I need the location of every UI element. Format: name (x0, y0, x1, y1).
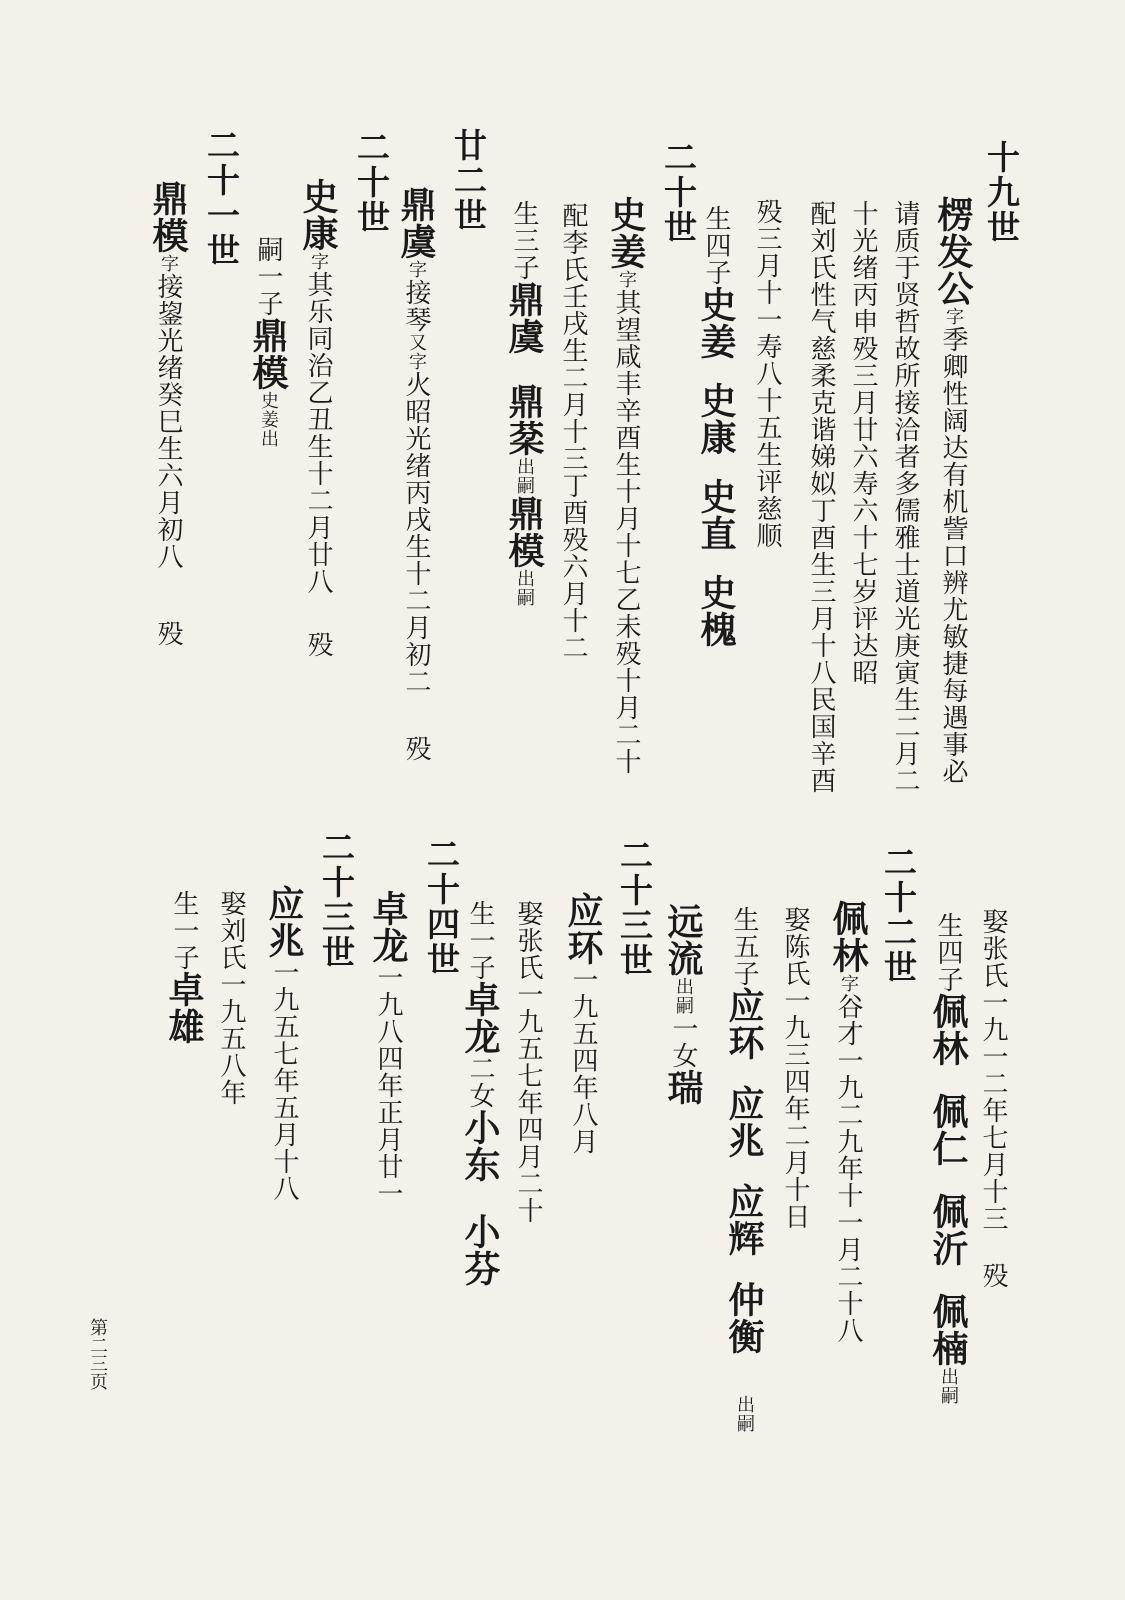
person-entry (605, 196, 647, 775)
entry-text: 其望咸丰辛酉生十月十七乙未殁十月二十 (611, 289, 641, 775)
generation-heading: 二十四世 (422, 837, 461, 977)
entry-text: 一女 (668, 1015, 698, 1069)
children-label: 生一子 (169, 890, 199, 971)
children-line (459, 900, 501, 1287)
spouse-line: 娶陈氏一九三四年二月十日 (780, 906, 810, 1230)
entry-text: 殁 (303, 631, 333, 658)
child-name: 远流 (662, 903, 704, 977)
annotation: 又字 (406, 333, 427, 371)
child-name: 小东 (459, 1109, 501, 1183)
child-name: 史直 (695, 478, 737, 552)
generation-heading: 二十一世 (202, 128, 241, 268)
annotation: 史姜出 (258, 391, 279, 448)
children-line (723, 906, 765, 1433)
child-name: 佩林 (927, 993, 969, 1067)
annotation: 字 (158, 254, 179, 273)
page-number: 第二三页 (87, 1318, 108, 1390)
entry-text: 殁 (978, 1262, 1008, 1289)
child-name: 卓雄 (163, 971, 205, 1045)
child-name: 小芬 (459, 1213, 501, 1287)
entry-text: 火昭光绪丙戌生十二月初二 (401, 371, 431, 695)
heir-line (247, 236, 289, 448)
entry-text: 接琴 (401, 279, 431, 333)
person-entry (263, 885, 305, 1202)
children-label: 生四子 (933, 912, 963, 993)
entry-text: 二女 (465, 1055, 495, 1109)
entry-text: 娶张氏一九一二年七月十三 (978, 908, 1008, 1232)
entry-text-line: 请质于贤哲故所接洽者多儒雅士道光庚寅生二月二 (890, 200, 920, 794)
entry-text-line: 配李氏壬戌生二月十三丁酉殁六月十二 (558, 202, 588, 661)
entry-text: 其乐同治乙丑生十二月廿八 (303, 271, 333, 595)
child-name: 卓龙 (459, 981, 501, 1055)
entry-text: 殁 (153, 620, 183, 647)
children-label: 生五子 (729, 906, 759, 987)
children-line (662, 903, 704, 1106)
children-line (695, 205, 737, 648)
generation-heading: 二十三世 (317, 830, 356, 970)
generation-heading: 二十二世 (879, 845, 918, 985)
spouse-line (980, 908, 1006, 1289)
child-name: 应兆 (723, 1085, 765, 1159)
entry-text-line: 配刘氏性气慈柔克谐娣姒丁酉生三月十八民国辛酉 (806, 200, 836, 794)
person-entry (562, 892, 604, 1155)
entry-text: 谷才一九二九年十一月二十八 (833, 993, 863, 1344)
child-name: 应辉 (723, 1183, 765, 1257)
child-name: 史槐 (695, 574, 737, 648)
entry-text: 嗣一子 (253, 236, 283, 317)
entry-text-line: 殁三月十一寿八十五生评慈顺 (752, 198, 782, 549)
entry-text: 接鋆光绪癸巳生六月初八 (153, 273, 183, 570)
entry-text: 季卿性阔达有机訾口辨尤敏捷每遇事必 (938, 326, 968, 785)
entry-text-line: 十光绪丙申殁三月廿六寿六十七岁评达昭 (848, 200, 878, 686)
children-line (927, 912, 969, 1405)
generation-heading: 十九世 (982, 140, 1021, 245)
person-entry (827, 900, 869, 1344)
children-label: 生三子 (509, 200, 539, 281)
person-entry (147, 180, 189, 647)
generation-heading: 二十三世 (615, 838, 654, 978)
annotation: 字 (406, 260, 427, 279)
entry-text: 一九八四年正月廿一 (373, 964, 403, 1207)
annotation: 出嗣 (514, 457, 535, 495)
spouse-line: 娶刘氏一九五八年 (216, 890, 246, 1106)
person-entry (367, 890, 409, 1207)
person-entry (297, 178, 339, 658)
person-name: 鼎模 (147, 180, 189, 254)
annotation: 字 (943, 307, 964, 326)
annotation: 出嗣 (938, 1367, 959, 1405)
person-name: 楞发公 (932, 196, 974, 307)
person-name: 应兆 (263, 885, 305, 959)
child-name: 史姜 (695, 286, 737, 360)
person-name: 鼎模 (247, 317, 289, 391)
ancestor-entry (932, 196, 974, 785)
child-name: 佩仁 (927, 1093, 969, 1167)
person-entry (395, 186, 437, 762)
generation-heading: 二十世 (659, 140, 698, 245)
annotation: 字 (616, 270, 637, 289)
child-name: 史康 (695, 382, 737, 456)
person-name: 卓龙 (367, 890, 409, 964)
child-name: 应环 (723, 987, 765, 1061)
child-name: 仲衡 (723, 1281, 765, 1355)
annotation: 出嗣 (734, 1395, 755, 1433)
child-name: 鼎模 (503, 495, 545, 569)
child-name: 鼎虞 (503, 281, 545, 355)
children-label: 生四子 (701, 205, 731, 286)
entry-text: 殁 (401, 735, 431, 762)
person-name: 鼎虞 (395, 186, 437, 260)
annotation: 出嗣 (514, 569, 535, 607)
children-label: 生一子 (465, 900, 495, 981)
generation-heading: 二十世 (352, 130, 391, 235)
entry-text: 一九五七年五月十八 (269, 959, 299, 1202)
children-line (163, 890, 205, 1045)
annotation: 字 (308, 252, 329, 271)
person-name: 史康 (297, 178, 339, 252)
child-name: 瑞 (662, 1069, 704, 1106)
person-name: 佩林 (827, 900, 869, 974)
person-name: 史姜 (605, 196, 647, 270)
person-name: 应环 (562, 892, 604, 966)
annotation: 出嗣 (673, 977, 694, 1015)
generation-heading: 廿二世 (449, 128, 488, 233)
spouse-line: 娶张氏一九五七年四月二十 (513, 900, 543, 1224)
annotation: 字 (838, 974, 859, 993)
child-name: 佩沂 (927, 1193, 969, 1267)
entry-text: 一九五四年八月 (568, 966, 598, 1155)
child-name: 鼎棻 (503, 383, 545, 457)
children-line (503, 200, 545, 607)
child-name: 佩楠 (927, 1293, 969, 1367)
